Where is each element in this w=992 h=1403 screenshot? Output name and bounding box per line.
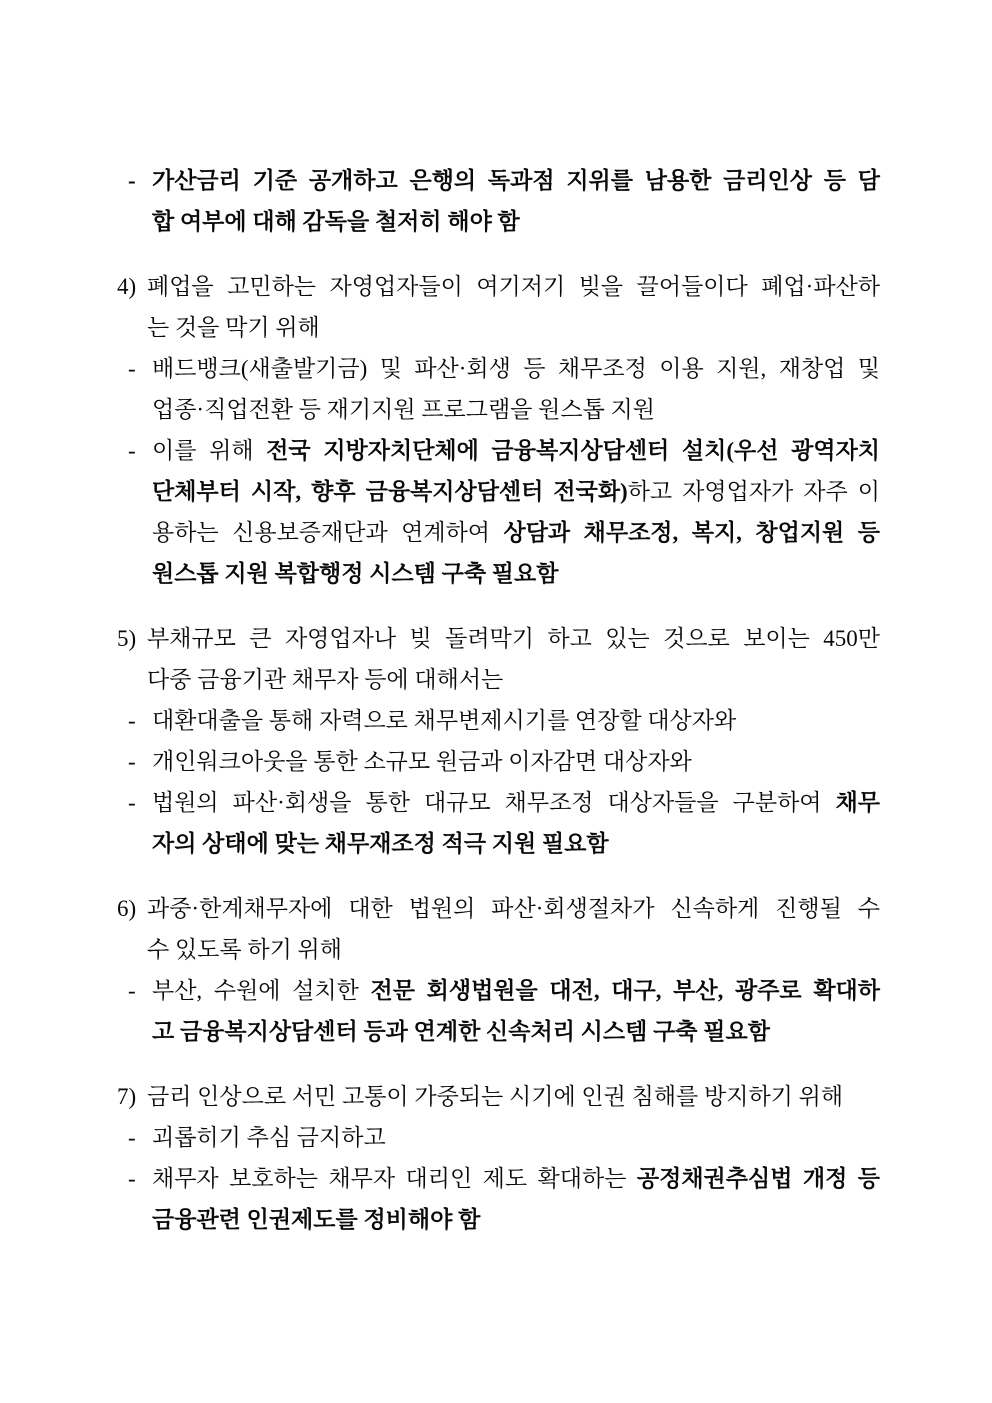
text-run: 공정채권추심법 개정 등 [636, 1166, 880, 1191]
numbered-item [117, 618, 880, 700]
item-marker: - [128, 749, 136, 774]
text-run: 업종·직업전환 등 재기지원 프로그램을 원스톱 지원 [152, 397, 655, 422]
text-line [152, 1117, 880, 1158]
item-marker: - [128, 168, 136, 193]
text-line [152, 389, 880, 430]
text-run: 금리 인상으로 서민 고통이 가중되는 시기에 인권 침해를 방지하기 위해 [147, 1084, 844, 1109]
item-marker: - [128, 438, 136, 463]
text-run: 법원의 파산·회생을 통한 대규모 채무조정 대상자들을 구분하여 [152, 790, 836, 815]
item-marker: - [128, 1125, 136, 1150]
item-marker: - [128, 1166, 136, 1191]
text-line [152, 1011, 880, 1052]
text-run: 가산금리 기준 공개하고 은행의 독과점 지위를 남용한 금리인상 등 담 [152, 168, 880, 193]
text-line [152, 471, 880, 512]
text-line [152, 1199, 880, 1240]
dash-sub-item [117, 430, 880, 594]
numbered-item [117, 1076, 880, 1117]
text-line [152, 782, 880, 823]
text-line [152, 970, 880, 1011]
text-run: 폐업을 고민하는 자영업자들이 여기저기 빚을 끌어들이다 폐업·파산하 [147, 274, 880, 299]
item-marker: - [128, 356, 136, 381]
text-line [152, 553, 880, 594]
text-line [152, 741, 880, 782]
text-run: 고 금융복지상담센터 등과 연계한 신속처리 시스템 구축 필요함 [152, 1019, 770, 1044]
text-line [152, 348, 880, 389]
text-line [147, 888, 880, 929]
text-run: 금융관련 인권제도를 정비해야 함 [152, 1207, 481, 1232]
text-line [147, 929, 880, 970]
item-marker: 7) [117, 1084, 137, 1109]
text-run: 전국 지방자치단체에 금융복지상담센터 설치(우선 광역자치 [266, 438, 881, 463]
numbered-item [117, 266, 880, 348]
dash-sub-item [117, 970, 880, 1052]
text-run: 하고 자영업자가 자주 이 [627, 479, 880, 504]
text-line [152, 823, 880, 864]
dash-sub-item [117, 348, 880, 430]
item-marker: - [128, 790, 136, 815]
text-run: 개인워크아웃을 통한 소규모 원금과 이자감면 대상자와 [152, 749, 692, 774]
dash-sub-item [117, 160, 880, 242]
text-run: 배드뱅크(새출발기금) 및 파산·회생 등 채무조정 이용 지원, 재창업 및 [152, 356, 880, 381]
text-run: 부채규모 큰 자영업자나 빚 돌려막기 하고 있는 것으로 보이는 450만 [147, 626, 880, 651]
text-line [152, 430, 880, 471]
text-run: 단체부터 시작, 향후 금융복지상담센터 전국화) [152, 479, 628, 504]
text-run: 자의 상태에 맞는 채무재조정 적극 지원 필요함 [152, 831, 609, 856]
text-run: 이를 위해 [152, 438, 267, 463]
text-run: 수 있도록 하기 위해 [147, 937, 342, 962]
text-run: 합 여부에 대해 감독을 철저히 해야 함 [152, 209, 520, 234]
item-marker: 5) [117, 626, 137, 651]
text-line [152, 700, 880, 741]
text-line [147, 659, 880, 700]
numbered-item [117, 888, 880, 970]
text-run: 다중 금융기관 채무자 등에 대해서는 [147, 667, 504, 692]
dash-sub-item [117, 741, 880, 782]
text-line [147, 266, 880, 307]
text-run: 채무자 보호하는 채무자 대리인 제도 확대하는 [152, 1166, 637, 1191]
text-line [147, 618, 880, 659]
text-line [147, 307, 880, 348]
text-run: 상담과 채무조정, 복지, 창업지원 등 [503, 520, 880, 545]
text-line [147, 1076, 880, 1117]
item-marker: - [128, 978, 136, 1003]
dash-sub-item [117, 782, 880, 864]
text-run: 괴롭히기 추심 금지하고 [152, 1125, 386, 1150]
text-run: 부산, 수원에 설치한 [152, 978, 371, 1003]
text-line [152, 201, 880, 242]
dash-sub-item [117, 1158, 880, 1240]
text-run: 전문 회생법원을 대전, 대구, 부산, 광주로 확대하 [370, 978, 880, 1003]
text-run: 채무 [835, 790, 880, 815]
text-run: 용하는 신용보증재단과 연계하여 [152, 520, 504, 545]
text-run: 원스톱 지원 복합행정 시스템 구축 필요함 [152, 561, 559, 586]
text-line [152, 160, 880, 201]
text-run: 는 것을 막기 위해 [147, 315, 320, 340]
text-run: 대환대출을 통해 자력으로 채무변제시기를 연장할 대상자와 [152, 708, 737, 733]
document-body [117, 160, 880, 1240]
text-line [152, 1158, 880, 1199]
text-run: 과중·한계채무자에 대한 법원의 파산·회생절차가 신속하게 진행될 수 [147, 896, 880, 921]
item-marker: 4) [117, 274, 137, 299]
text-line [152, 512, 880, 553]
item-marker: - [128, 708, 136, 733]
dash-sub-item [117, 700, 880, 741]
dash-sub-item [117, 1117, 880, 1158]
item-marker: 6) [117, 896, 137, 921]
